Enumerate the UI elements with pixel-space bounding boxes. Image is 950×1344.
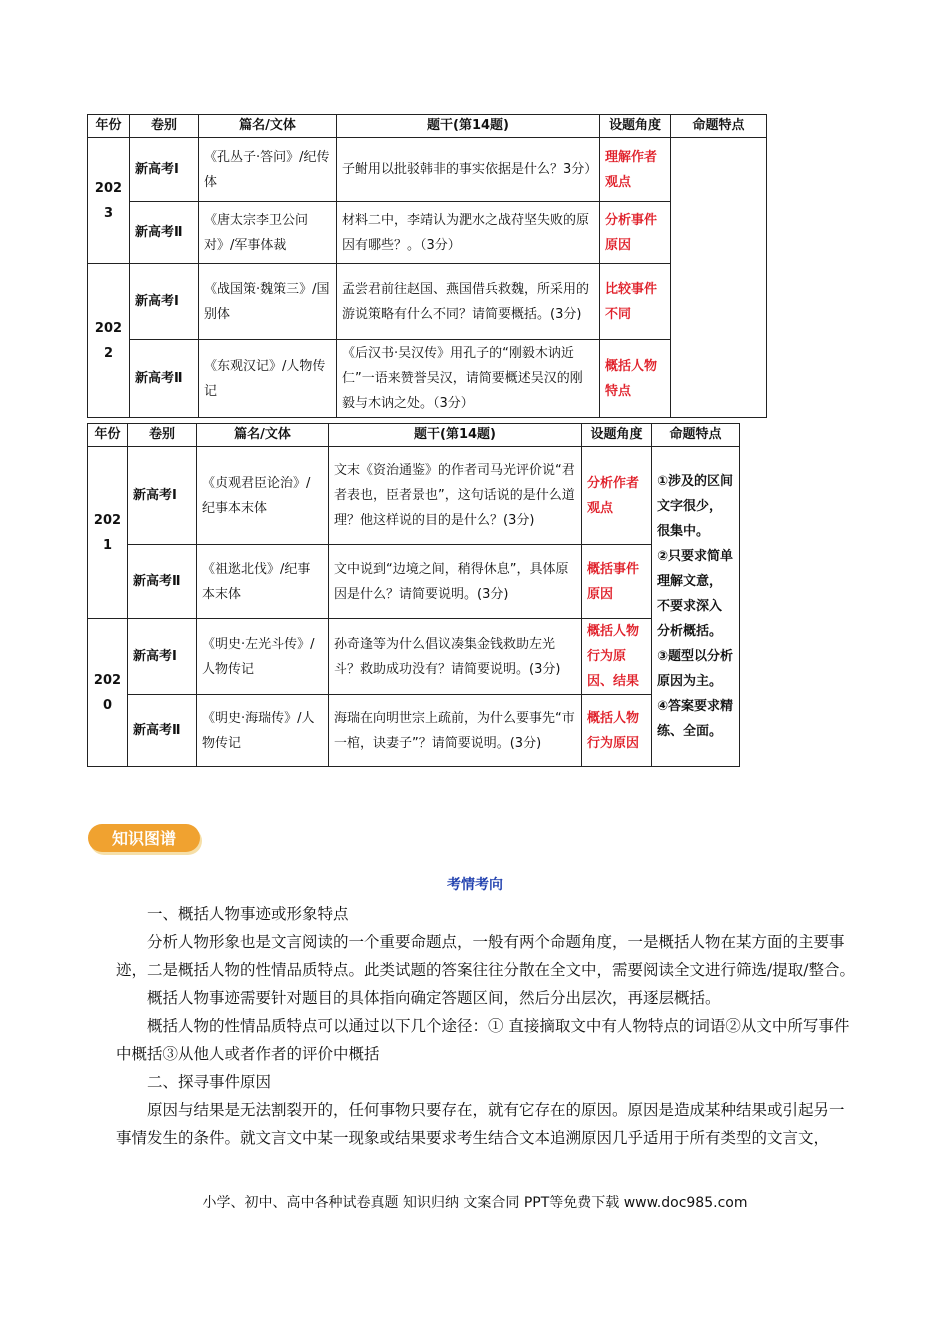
feature-item: ④答案要求精练、全面。 (657, 699, 734, 739)
title-cell: 《贞观君臣论治》/纪事本末体 (197, 447, 329, 545)
table-header-row (88, 115, 767, 138)
body-text (116, 900, 856, 1152)
header-feature: 命题特点 (671, 115, 767, 138)
exam-table-2023-2022 (87, 114, 767, 418)
paper-cell: 新高考Ⅰ (128, 447, 197, 545)
feature-item: ①涉及的区间文字很少，很集中。 (657, 474, 734, 539)
question-cell: 《后汉书·吴汉传》用孔子的“刚毅木讷近仁”一语来赞誉吴汉，请简要概述吴汉的刚毅与木讷之处。（3分） (337, 340, 600, 418)
year-cell: 2023 (88, 138, 130, 264)
question-cell: 文末《资治通鉴》的作者司马光评价说“君者表也，臣者景也”，这句话说的是什么道理？他这样说的目的是什么？(3分) (329, 447, 582, 545)
year-cell: 2020 (88, 619, 128, 767)
page-footer: 小学、初中、高中各种试卷真题 知识归纳 文案合同 PPT等免费下载 www.doc985.com (202, 1195, 748, 1211)
year-cell: 2021 (88, 447, 128, 619)
angle-cell: 理解作者观点 (600, 138, 671, 202)
header-angle: 设题角度 (582, 424, 652, 447)
header-angle: 设题角度 (600, 115, 671, 138)
title-cell: 《明史·左光斗传》/人物传记 (197, 619, 329, 695)
header-feature: 命题特点 (652, 424, 740, 447)
feature-cell-empty (671, 138, 767, 418)
paper-cell: 新高考Ⅰ (128, 619, 197, 695)
table-row (88, 264, 767, 340)
header-title: 篇名/文体 (199, 115, 337, 138)
header-year: 年份 (88, 115, 130, 138)
header-question: 题干(第14题) (329, 424, 582, 447)
title-cell: 《孔丛子·答问》/纪传体 (199, 138, 337, 202)
header-question: 题干(第14题) (337, 115, 600, 138)
question-cell: 子鲋用以批驳韩非的事实依据是什么？3分） (337, 138, 600, 202)
title-cell: 《祖逖北伐》/纪事本末体 (197, 545, 329, 619)
angle-cell: 概括人物行为原因、结果 (582, 619, 652, 695)
knowledge-map-badge (88, 823, 204, 857)
paragraph: 概括人物的性情品质特点可以通过以下几个途径：① 直接摘取文中有人物特点的词语②从文中所写事件中概括③从他人或者作者的评价中概括 (116, 1017, 850, 1063)
paper-cell: 新高考Ⅱ (128, 695, 197, 767)
question-cell: 孙奇逢等为什么倡议凑集金钱救助左光斗？救助成功没有？请简要说明。(3分) (329, 619, 582, 695)
table-row (88, 138, 767, 202)
angle-cell: 概括人物特点 (600, 340, 671, 418)
paragraph: 原因与结果是无法割裂开的，任何事物只要存在，就有它存在的原因。原因是造成某种结果或引起另一事情发生的条件。就文言文中某一现象或结果要求考生结合文本追溯原因几乎适用于所有类型的文言文， (116, 1101, 845, 1147)
feature-cell (652, 447, 740, 767)
paragraph: 分析人物形象也是文言阅读的一个重要命题点，一般有两个命题角度，一是概括人物在某方面的主要事迹，二是概括人物的性情品质特点。此类试题的答案往往分散在全文中，需要阅读全文进行筛选/提取/整合。 (116, 933, 855, 979)
table-row (88, 695, 740, 767)
table-row (88, 447, 740, 545)
section-title: 考情考向 (447, 877, 503, 893)
paper-cell: 新高考Ⅱ (128, 545, 197, 619)
heading-two: 二、探寻事件原因 (147, 1073, 272, 1091)
paper-cell: 新高考Ⅱ (130, 340, 199, 418)
paragraph: 概括人物事迹需要针对题目的具体指向确定答题区间，然后分出层次，再逐层概括。 (147, 989, 721, 1007)
table-header-row (88, 424, 740, 447)
title-cell: 《唐太宗李卫公问对》/军事体裁 (199, 202, 337, 264)
angle-cell: 分析事件原因 (600, 202, 671, 264)
angle-cell: 概括人物行为原因 (582, 695, 652, 767)
header-title: 篇名/文体 (197, 424, 329, 447)
title-cell: 《战国策·魏策三》/国别体 (199, 264, 337, 340)
table-row (88, 202, 767, 264)
year-cell: 2022 (88, 264, 130, 418)
question-cell: 海瑞在向明世宗上疏前，为什么要事先“市一棺，诀妻子”？请简要说明。(3分) (329, 695, 582, 767)
paper-cell: 新高考Ⅰ (130, 138, 199, 202)
question-cell: 文中说到“边境之间，稍得休息”，具体原因是什么？请简要说明。(3分) (329, 545, 582, 619)
question-cell: 孟尝君前往赵国、燕国借兵救魏，所采用的游说策略有什么不同？请简要概括。(3分) (337, 264, 600, 340)
feature-item: ③题型以分析原因为主。 (657, 649, 734, 689)
table-row (88, 340, 767, 418)
header-paper: 卷别 (130, 115, 199, 138)
angle-cell: 概括事件原因 (582, 545, 652, 619)
table-row (88, 619, 740, 695)
title-cell: 《明史·海瑞传》/人物传记 (197, 695, 329, 767)
question-cell: 材料二中，李靖认为淝水之战苻坚失败的原因有哪些？。（3分） (337, 202, 600, 264)
badge-label: 知识图谱 (111, 829, 177, 848)
exam-table-2021-2020 (87, 423, 740, 767)
paper-cell: 新高考Ⅰ (130, 264, 199, 340)
paper-cell: 新高考Ⅱ (130, 202, 199, 264)
angle-cell: 比较事件不同 (600, 264, 671, 340)
angle-cell: 分析作者观点 (582, 447, 652, 545)
heading-one: 一、概括人物事迹或形象特点 (147, 905, 349, 923)
header-paper: 卷别 (128, 424, 197, 447)
table-row (88, 545, 740, 619)
feature-item: ②只要求简单理解文意，不要求深入分析概括。 (657, 549, 734, 639)
header-year: 年份 (88, 424, 128, 447)
title-cell: 《东观汉记》/人物传记 (199, 340, 337, 418)
